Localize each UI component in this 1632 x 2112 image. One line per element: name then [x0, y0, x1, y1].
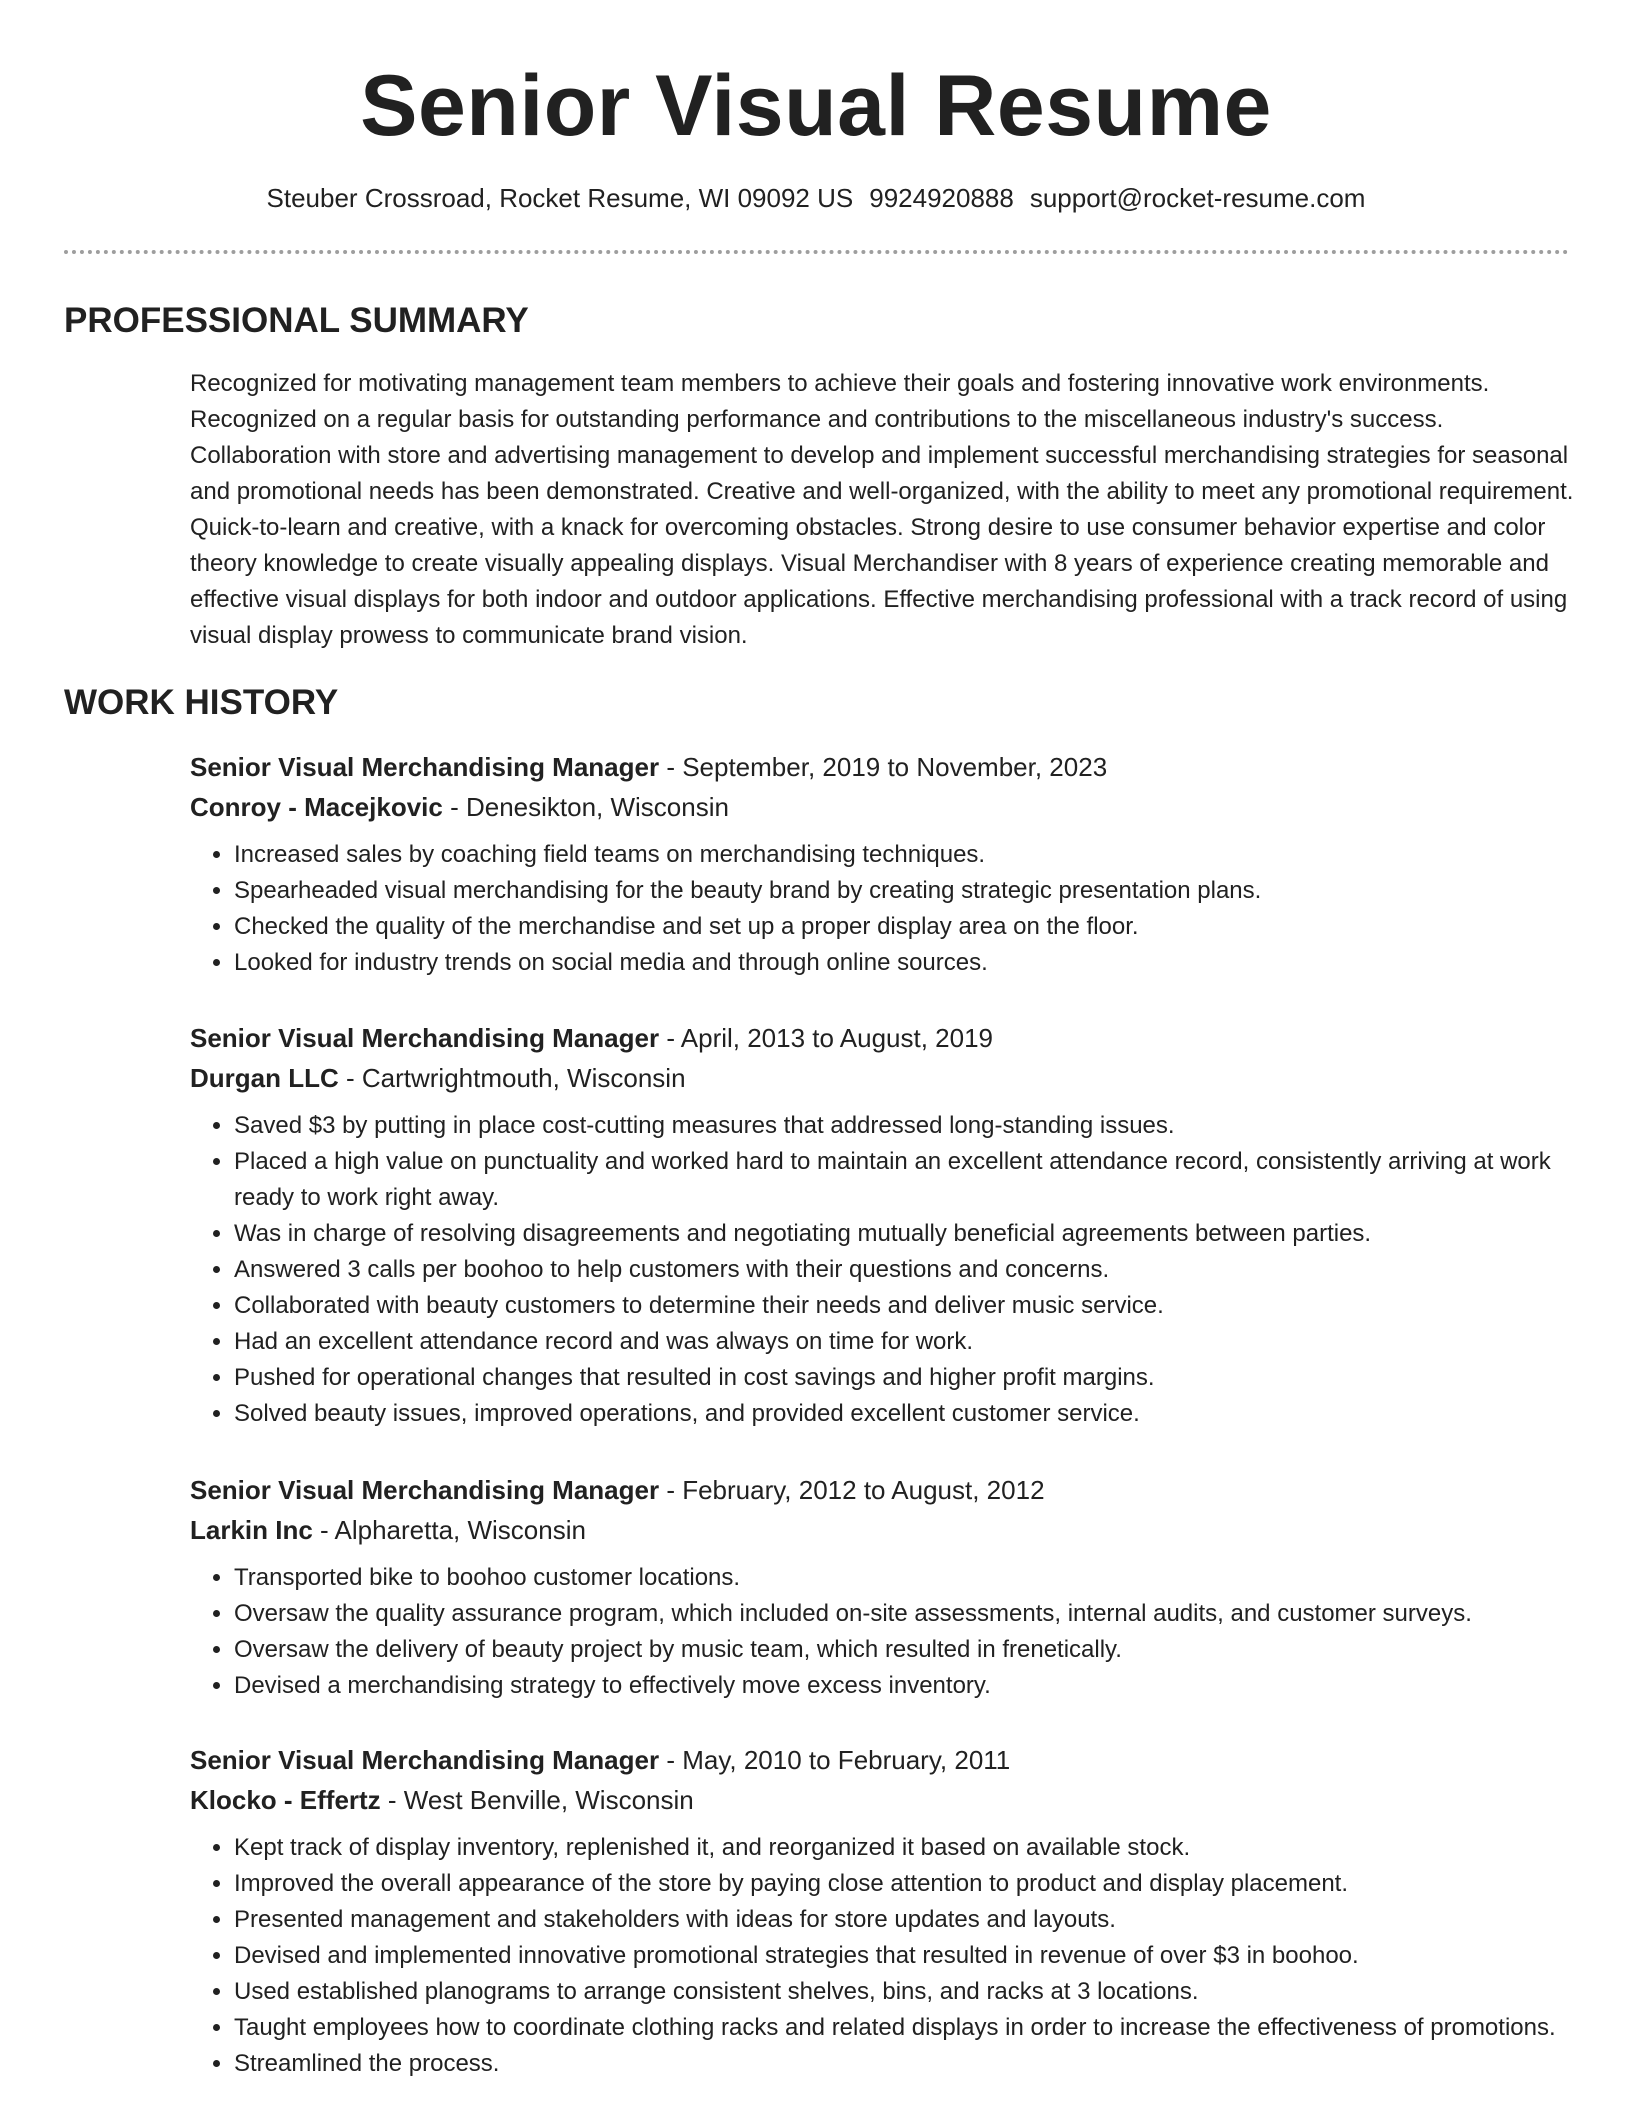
job-company-line	[190, 1058, 1575, 1098]
duty-item: • Used established planograms to arrange consistent shelves, bins, and racks at 3 locations.	[234, 1974, 1575, 2010]
job-company: Larkin Inc	[190, 1515, 313, 1545]
contact-address: Steuber Crossroad, Rocket Resume, WI 09092 US	[266, 183, 854, 213]
resume-name: Senior Visual Resume	[360, 58, 1272, 154]
duty-item: • Improved the overall appearance of the store by paying close attention to product and display placement.	[234, 1866, 1575, 1902]
summary-heading: PROFESSIONAL SUMMARY	[64, 301, 529, 340]
job-company: Klocko - Effertz	[190, 1785, 381, 1815]
job-entry	[190, 1740, 1575, 2082]
duty-item: • Taught employees how to coordinate clothing racks and related displays in order to increase the effectiveness of promotions.	[234, 2010, 1575, 2046]
duty-item: • Devised and implemented innovative promotional strategies that resulted in revenue of over $3 in boohoo.	[234, 1938, 1575, 1974]
job-location: - West Benville, Wisconsin	[380, 1785, 694, 1815]
job-dates: - May, 2010 to February, 2011	[659, 1745, 1011, 1775]
duty-item: • Spearheaded visual merchandising for the beauty brand by creating strategic presentation plans.	[234, 873, 1575, 909]
duty-item: • Had an excellent attendance record and was always on time for work.	[234, 1324, 1575, 1360]
contact-line	[0, 182, 1632, 214]
job-title-line	[190, 1470, 1575, 1510]
header-divider	[64, 250, 1569, 254]
job-title-line	[190, 1018, 1575, 1058]
duty-item: • Devised a merchandising strategy to effectively move excess inventory.	[234, 1668, 1575, 1704]
job-location: - Cartwrightmouth, Wisconsin	[338, 1063, 686, 1093]
duty-item: • Answered 3 calls per boohoo to help customers with their questions and concerns.	[234, 1252, 1575, 1288]
job-dates: - April, 2013 to August, 2019	[659, 1023, 993, 1053]
job-role: Senior Visual Merchandising Manager	[190, 752, 660, 782]
duty-item: • Oversaw the quality assurance program, which included on-site assessments, internal audits, and customer surveys.	[234, 1596, 1575, 1632]
duty-item: • Transported bike to boohoo customer locations.	[234, 1560, 1575, 1596]
job-role: Senior Visual Merchandising Manager	[190, 1745, 660, 1775]
job-company-line	[190, 1510, 1575, 1550]
work-history-heading: WORK HISTORY	[64, 683, 339, 722]
job-role: Senior Visual Merchandising Manager	[190, 1475, 660, 1505]
contact-email[interactable]: support@rocket-resume.com	[1029, 183, 1366, 213]
job-title-line	[190, 747, 1575, 787]
duty-item: • Increased sales by coaching field teams on merchandising techniques.	[234, 837, 1575, 873]
job-duties	[190, 1108, 1575, 1432]
job-dates: - September, 2019 to November, 2023	[659, 752, 1108, 782]
job-role: Senior Visual Merchandising Manager	[190, 1023, 660, 1053]
duty-item: • Pushed for operational changes that resulted in cost savings and higher profit margins.	[234, 1360, 1575, 1396]
job-dates: - February, 2012 to August, 2012	[659, 1475, 1045, 1505]
duty-item: • Collaborated with beauty customers to determine their needs and deliver music service.	[234, 1288, 1575, 1324]
duty-item: • Oversaw the delivery of beauty project by music team, which resulted in frenetically.	[234, 1632, 1575, 1668]
job-location: - Denesikton, Wisconsin	[442, 792, 729, 822]
job-duties	[190, 1830, 1575, 2082]
job-company-line	[190, 787, 1575, 827]
job-entry	[190, 747, 1575, 981]
job-company: Durgan LLC	[190, 1063, 339, 1093]
job-title-line	[190, 1740, 1575, 1780]
duty-item: • Placed a high value on punctuality and worked hard to maintain an excellent attendance record, consistently arriving at work ready to work right away.	[234, 1144, 1575, 1216]
job-company: Conroy - Macejkovic	[190, 792, 443, 822]
job-duties	[190, 837, 1575, 981]
contact-phone: 9924920888	[869, 183, 1014, 213]
duty-item: • Streamlined the process.	[234, 2046, 1575, 2082]
job-entry	[190, 1470, 1575, 1704]
summary-text: Recognized for motivating management team members to achieve their goals and fostering innovative work environments. Recognized on a regular basis for outstanding performance and contributions to the miscellaneous industry's success. Collaboration with store and advertising management to develop and implement successful merchandising strategies for seasonal and promotional needs has been demonstrated. Creative and well-organized, with the ability to meet any promotional requirement. Quick-to-learn and creative, with a knack for overcoming obstacles. Strong desire to use consumer behavior expertise and color theory knowledge to create visually appealing displays. Visual Merchandiser with 8 years of experience creating memorable and effective visual displays for both indoor and outdoor applications. Effective merchandising professional with a track record of using visual display prowess to communicate brand vision.	[190, 370, 1574, 649]
job-company-line	[190, 1780, 1575, 1820]
duty-item: • Checked the quality of the merchandise and set up a proper display area on the floor.	[234, 909, 1575, 945]
duty-item: • Kept track of display inventory, replenished it, and reorganized it based on available stock.	[234, 1830, 1575, 1866]
duty-item: • Presented management and stakeholders with ideas for store updates and layouts.	[234, 1902, 1575, 1938]
duty-item: • Looked for industry trends on social media and through online sources.	[234, 945, 1575, 981]
job-entry	[190, 1018, 1575, 1432]
duty-item: • Solved beauty issues, improved operations, and provided excellent customer service.	[234, 1396, 1575, 1432]
job-location: - Alpharetta, Wisconsin	[312, 1515, 586, 1545]
job-duties	[190, 1560, 1575, 1704]
duty-item: • Was in charge of resolving disagreements and negotiating mutually beneficial agreements between parties.	[234, 1216, 1575, 1252]
duty-item: • Saved $3 by putting in place cost-cutting measures that addressed long-standing issues.	[234, 1108, 1575, 1144]
